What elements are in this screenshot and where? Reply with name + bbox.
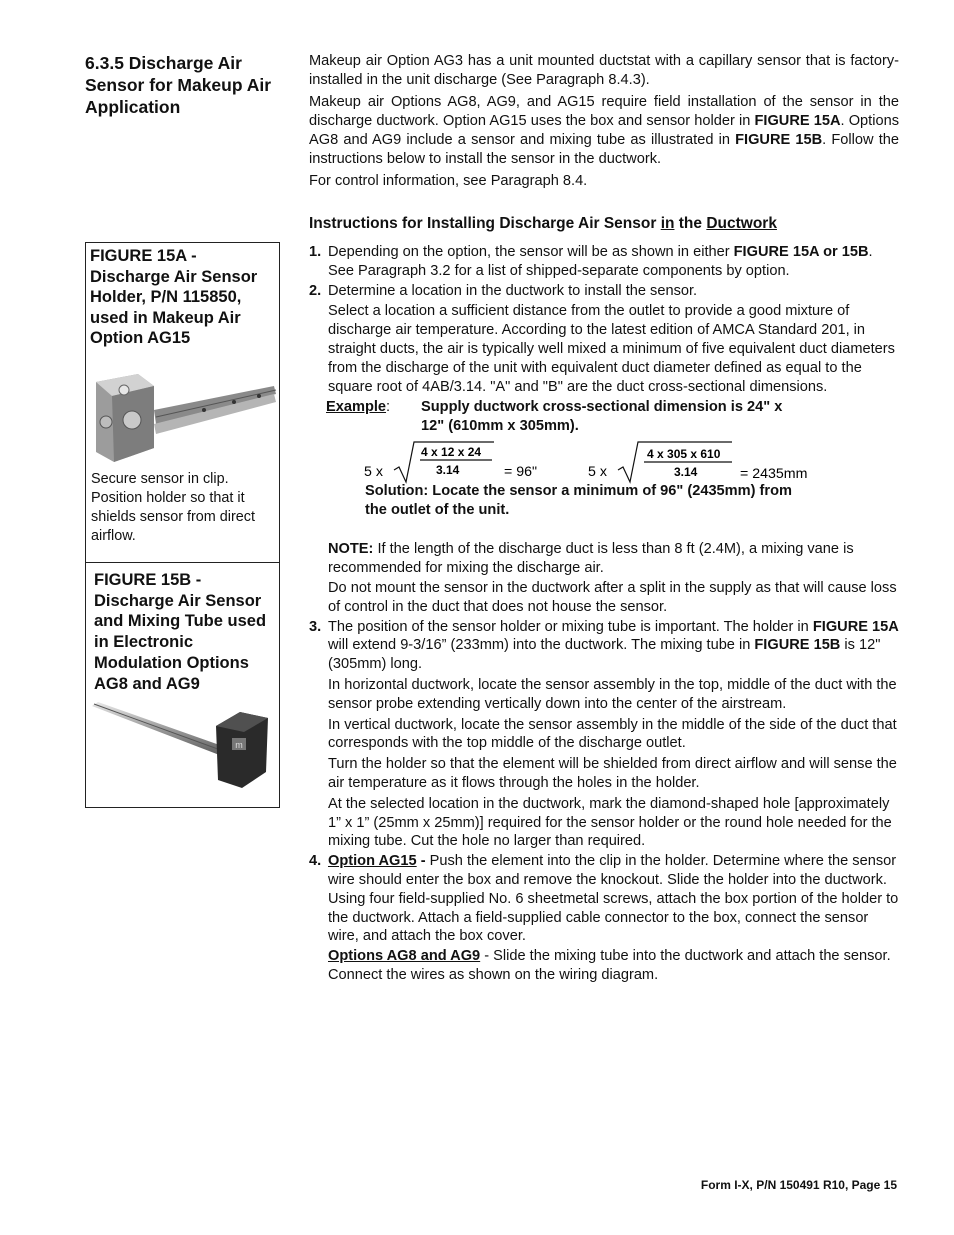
step-1 [309, 243, 901, 281]
intro-text [309, 52, 899, 194]
formula-1-denominator: 3.14 [436, 463, 460, 478]
step-2-text: Determine a location in the ductwork to install the sensor. [328, 282, 698, 299]
step-4 [309, 852, 901, 985]
figure-15a-title: FIGURE 15A - Discharge Air Sensor Holder, P/N 115850, used in Makeup Air Option AG15 [90, 247, 258, 347]
step-3-horizontal: In horizontal ductwork, locate the sensor assembly in the top, middle of the duct with the sensor probe extending vertically down into the center of the airstream. [328, 676, 897, 712]
formula-2-denominator: 3.14 [674, 465, 698, 480]
formula-1-result: = 96" [504, 464, 538, 481]
instructions-heading: Instructions for Installing Discharge Air Sensor in the Ductwork [309, 215, 777, 232]
instruction-list [309, 243, 901, 986]
step-number: 2. [309, 282, 322, 299]
formula-1-numerator: 4 x 12 x 24 [421, 445, 482, 460]
figure-15a-caption: Secure sensor in clip. Position holder so that it shields sensor from direct airflow. [91, 471, 255, 544]
figure-15b-title: FIGURE 15B - Discharge Air Sensor and Mixing Tube used in Electronic Modulation Options AG8 and AG9 [94, 571, 267, 693]
intro-paragraph-3: For control information, see Paragraph 8.4. [309, 173, 588, 189]
step-4-ag15: Option AG15 - Push the element into the clip in the holder. Determine where the sensor wire should enter the box and remove the knockout. Slide the holder into the ductwork. Using four field-supplied No. 6 sheetmetal screws, attach the box portion of the holder to the ductwork. Attach a field-supplied cable connector to the box, connect the sensor wire, and attach the box cover. [328, 853, 899, 945]
formula-graphic [364, 438, 824, 488]
page-footer: Form I-X, P/N 150491 R10, Page 15 [700, 1178, 897, 1192]
intro-paragraph-2: Makeup air Options AG8, AG9, and AG15 require field installation of the sensor in the discharge ductwork. Option AG15 uses the box and sensor holder in FIGURE 15A. Options AG8 and AG9 include a sensor and mixing tube as illustrated in FIGURE 15B. Follow the instructions below to install the sensor in the ductwork. [309, 94, 900, 167]
step-3-text: The position of the sensor holder or mixing tube is important. The holder in FIGURE 15A will extend 9-3/16” (233mm) into the ductwork. The mixing tube in FIGURE 15B is 12" (305mm) long. [328, 618, 899, 673]
step-3-hole: At the selected location in the ductwork, mark the diamond-shaped hole [approximately 1” x 1” (25mm x 25mm)] required for the sensor holder or the round hole needed for the mixing tube. Cut the hole no larger than required. [328, 795, 892, 850]
formula-1-prefix: 5 x [364, 464, 383, 481]
step-2-detail: Select a location a sufficient distance from the outlet to provide a good mixture of discharge air temperature. According to the latest edition of AMCA Standard 201, in straight ducts, the air is typically well mixed a minimum of five equivalent duct diameters from the discharge of the unit with equivalent duct diameter defined as equal to the square root of 4AB/3.14. "A" and "B" are the duct cross-sectional dimensions. [328, 303, 895, 395]
example-block [328, 398, 901, 538]
step-number: 1. [309, 244, 322, 260]
mixing-tube-image [88, 698, 278, 790]
step-1-text: Depending on the option, the sensor will be as shown in either FIGURE 15A or 15B. See Paragraph 3.2 for a list of shipped-separate components by option. [328, 244, 873, 279]
section-title: 6.3.5 Discharge Air Sensor for Makeup Air Application [85, 53, 272, 117]
figure-divider [85, 562, 280, 563]
formula-2-prefix: 5 x [588, 464, 607, 481]
formula-2-result: = 2435mm [740, 466, 808, 483]
step-number: 4. [309, 853, 322, 870]
step-4-ag8-ag9: Options AG8 and AG9 - Slide the mixing tube into the ductwork and attach the sensor. Connect the wires as shown on the wiring diagram. [328, 948, 891, 983]
sensor-holder-image [94, 372, 278, 466]
formula-2-numerator: 4 x 305 x 610 [647, 447, 721, 462]
example-solution: Solution: Locate the sensor a minimum of 96" (2435mm) from the outlet of the unit. [365, 483, 792, 519]
step-number: 3. [309, 618, 322, 635]
example-label: Example: [326, 399, 391, 416]
note-text: NOTE: If the length of the discharge duct is less than 8 ft (2.4M), a mixing vane is recommended for mixing the discharge air. [328, 541, 854, 577]
step-3-vertical: In vertical ductwork, locate the sensor assembly in the middle of the side of the duct that corresponds with the top middle of the discharge outlet. [328, 716, 897, 752]
step-3 [309, 618, 901, 852]
svg-text:m: m [235, 740, 243, 750]
intro-paragraph-1: Makeup air Option AG3 has a unit mounted ductstat with a capillary sensor that is factory-installed in the unit discharge (See Paragraph 8.4.3). [309, 53, 899, 88]
step-2 [309, 282, 901, 617]
example-text: Supply ductwork cross-sectional dimension is 24" x 12" (610mm x 305mm). [421, 399, 783, 435]
step-2-warning: Do not mount the sensor in the ductwork after a split in the supply as that will cause loss of control in the duct that does not house the sensor. [328, 579, 897, 615]
step-3-orientation: Turn the holder so that the element will be shielded from direct airflow and will sense the air temperature as it flows through the holes in the holder. [328, 756, 897, 791]
